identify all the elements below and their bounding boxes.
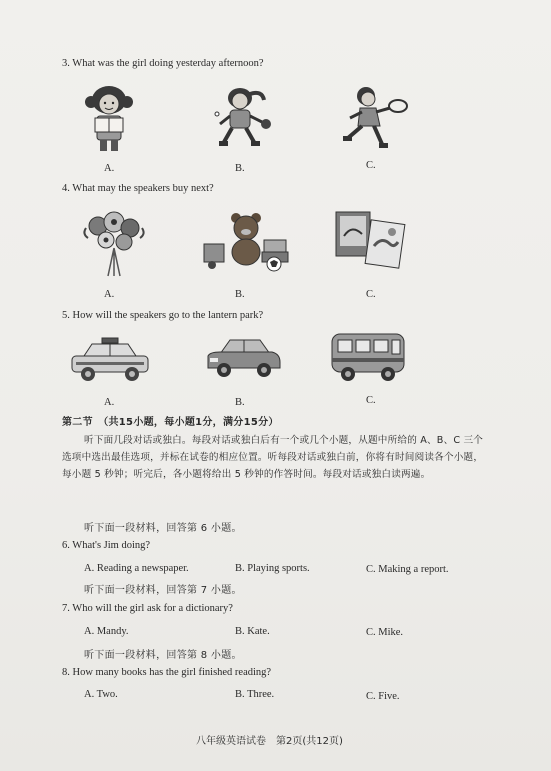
material-intro: 听下面一段材料，回答第 6 小题。	[84, 523, 242, 534]
option-label: B.	[235, 289, 245, 300]
page-footer: 八年级英语试卷 第2页(共12页)	[196, 736, 343, 747]
section-heading: 第二节 （共15小题，每小题1分，满分15分）	[62, 417, 279, 428]
question-8-text: 8. How many books has the girl finished reading?	[62, 667, 272, 678]
option-label: B.	[235, 397, 245, 408]
girl-ping-pong-icon	[210, 84, 274, 150]
option-label: C.	[366, 289, 376, 300]
toys-icon	[200, 210, 292, 272]
material-intro: 听下面一段材料，回答第 7 小题。	[84, 585, 242, 596]
question-6-text: 6. What's Jim doing?	[62, 540, 151, 551]
option-c: C. Making a report.	[366, 564, 449, 575]
girl-reading-icon	[78, 80, 140, 154]
question-5-text: 5. How will the speakers go to the lantern park?	[62, 310, 264, 321]
material-intro: 听下面一段材料，回答第 8 小题。	[84, 650, 242, 661]
picture-books-icon	[332, 206, 408, 272]
taxi-icon	[70, 336, 150, 384]
option-label: C.	[366, 395, 376, 406]
option-c: C. Five.	[366, 691, 400, 702]
option-b: B. Kate.	[235, 626, 270, 637]
option-label: C.	[366, 160, 376, 171]
option-label: A.	[104, 289, 115, 300]
car-icon	[206, 334, 282, 382]
option-a: A. Mandy.	[84, 626, 129, 637]
question-4-text: 4. What may the speakers buy next?	[62, 183, 214, 194]
girl-tennis-icon	[340, 82, 410, 152]
question-3-text: 3. What was the girl doing yesterday afternoon?	[62, 58, 264, 69]
question-7-text: 7. Who will the girl ask for a dictionary?	[62, 603, 233, 614]
option-b: B. Three.	[235, 689, 275, 700]
option-label: B.	[235, 163, 245, 174]
bus-icon	[330, 330, 406, 384]
option-b: B. Playing sports.	[235, 563, 310, 574]
section-instructions: 听下面几段对话或独白。每段对话或独白后有一个或几个小题，从题中所给的 A、B、C 三个选项中选出最佳选项，并标在试卷的相应位置。听每段对话或独白前，你将有时间阅读各个小题，每小题 5 秒钟；听完后，各小题将给出 5 秒钟的作答时间。每段对话或独白读两遍。	[62, 435, 484, 480]
option-c: C. Mike.	[366, 627, 404, 638]
option-label: A.	[104, 397, 115, 408]
option-a: A. Two.	[84, 689, 118, 700]
option-a: A. Reading a newspaper.	[84, 563, 189, 574]
option-label: A.	[104, 163, 115, 174]
flowers-icon	[78, 208, 150, 278]
